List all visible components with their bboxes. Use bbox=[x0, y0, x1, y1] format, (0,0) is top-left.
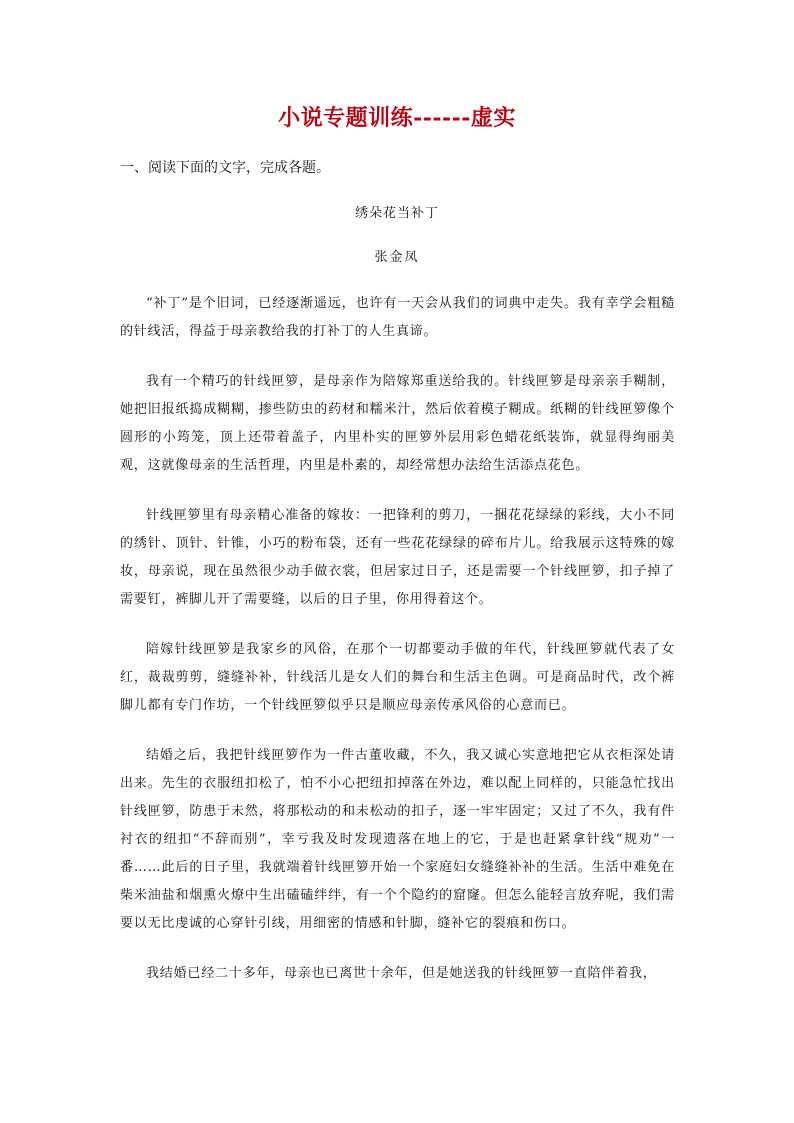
story-body bbox=[120, 290, 675, 1010]
story-author: 张金凤 bbox=[374, 250, 420, 265]
paragraph: 我结婚已经二十多年，母亲也已离世十余年，但是她送我的针线匣箩一直陪伴着我， bbox=[146, 966, 657, 981]
paragraph: “补丁”是个旧词，已经逐渐遥远，也许有一天会从我们的词典中走失。我有幸学会粗糙的针线活，得益于母亲教给我的打补丁的人生真谛。 bbox=[120, 296, 675, 339]
story-title: 绣朵花当补丁 bbox=[354, 206, 439, 221]
page-title: 小说专题训练------虚实 bbox=[278, 105, 516, 131]
paragraph: 针线匣箩里有母亲精心准备的嫁妆：一把锋利的剪刀，一捆花花绿绿的彩线，大小不同的绣针、顶针、针锥，小巧的粉布袋，还有一些花花绿绿的碎布片儿。给我展示这特殊的嫁妆，母亲说，现在虽然很少动手做衣裳，但居家过日子，还是需要一个针线匣箩，扣子掉了需要钉，裤脚儿开了需要缝，以后的日子里，你用得着这个。 bbox=[120, 508, 675, 607]
section-heading: 一、阅读下面的文字，完成各题。 bbox=[120, 160, 330, 176]
paragraph: 结婚之后，我把针线匣箩作为一件古董收藏，不久，我又诚心实意地把它从衣柜深处请出来。先生的衣服纽扣松了，怕不小心把纽扣掉落在外边，难以配上同样的，只能急忙找出针线匣箩，防患于未然，将那松动的和未松动的扣子，逐一牢牢固定；又过了不久，我有件衬衣的纽扣“不辞而别”，幸亏我及时发现遗落在地上的它，于是也赶紧拿针线“规劝”一番……此后的日子里，我就端着针线匣箩开始一个家庭妇女缝缝补补的生活。生活中难免在柴米油盐和烟熏火燎中生出磕磕绊绊，有一个个隐约的窟窿。但怎么能轻言放弃呢，我们需要以无比虔诚的心穿针引线，用细密的情感和针脚，缝补它的裂痕和伤口。 bbox=[120, 748, 675, 931]
paragraph: 我有一个精巧的针线匣箩，是母亲作为陪嫁郑重送给我的。针线匣箩是母亲亲手糊制，她把旧报纸捣成糊糊，掺些防虫的药材和糯米汁，然后依着模子糊成。纸糊的针线匣箩像个圆形的小筠笼，顶上还带着盖子，内里朴实的匣箩外层用彩色蜡花纸装饰，就显得绚丽美观，这就像母亲的生活哲理，内里是朴素的，却经常想办法给生活添点花色。 bbox=[120, 374, 675, 473]
paragraph: 陪嫁针线匣箩是我家乡的风俗，在那个一切都要动手做的年代，针线匣箩就代表了女红，裁裁剪剪，缝缝补补，针线活儿是女人们的舞台和生活主色调。可是商品时代，改个裤脚儿都有专门作坊，一个针线匣箩似乎只是顺应母亲传承风俗的心意而已。 bbox=[120, 642, 675, 713]
